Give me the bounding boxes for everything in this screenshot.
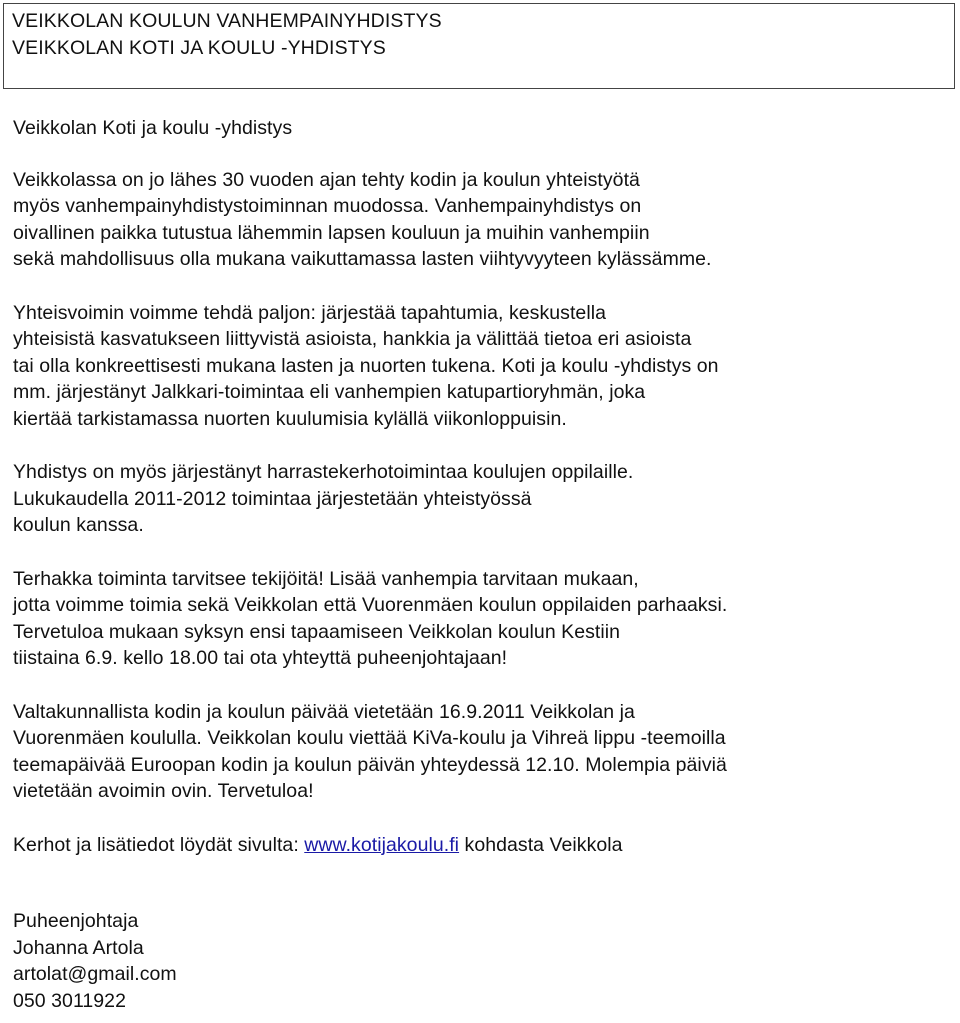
paragraph-line: Valtakunnallista kodin ja koulun päivää vietetään 16.9.2011 Veikkolan ja (13, 700, 635, 723)
kotijakoulu-link[interactable]: www.kotijakoulu.fi (304, 833, 460, 856)
info-line (13, 832, 953, 859)
paragraph-line: tai olla konkreettisesti mukana lasten ja nuorten tukena. Koti ja koulu -yhdistys on (13, 354, 719, 377)
info-line-text (13, 832, 953, 859)
paragraph-line: jotta voimme toimia sekä Veikkolan että Vuorenmäen koulun oppilaiden parhaaksi. (13, 594, 728, 616)
info-prefix: Kerhot ja lisätiedot löydät sivulta: (13, 833, 305, 856)
paragraph-line: mm. järjestänyt Jalkkari-toimintaa eli vanhempien katupartioryhmän, joka (13, 381, 646, 403)
paragraph-line: Vuorenmäen koululla. Veikkolan koulu viettää KiVa-koulu ja Vihreä lippu -teemoilla (13, 727, 726, 749)
document-body (13, 115, 953, 1014)
header-title-line-1: VEIKKOLAN KOULUN VANHEMPAINYHDISTYS (12, 10, 442, 32)
paragraph-clubs (13, 459, 953, 539)
paragraph-school-day (13, 699, 953, 805)
contact-name: Johanna Artola (13, 936, 144, 959)
paragraph-activities (13, 300, 953, 433)
paragraph-line: teemapäivää Euroopan kodin ja koulun päivän yhteydessä 12.10. Molempia päiviä (13, 753, 727, 776)
header-title-line-2: VEIKKOLAN KOTI JA KOULU -YHDISTYS (12, 37, 386, 59)
subtitle (13, 115, 953, 142)
paragraph-line: kiertää tarkistamassa nuorten kuulumisia kylällä viikonloppuisin. (13, 407, 567, 430)
info-suffix: kohdasta Veikkola (459, 833, 623, 856)
paragraph-line: myös vanhempainyhdistystoiminnan muodossa. Vanhempainyhdistys on (13, 195, 642, 217)
paragraph-line: Veikkolassa on jo lähes 30 vuoden ajan tehty kodin ja koulun yhteistyötä (13, 168, 640, 191)
contact-email: artolat@gmail.com (13, 963, 177, 985)
contact-phone: 050 3011922 (13, 989, 126, 1012)
document-header-box (3, 3, 955, 89)
paragraph-line: yhteisistä kasvatukseen liittyvistä asioista, hankkia ja välittää tietoa eri asioista (13, 328, 692, 350)
paragraph-line: Yhteisvoimin voimme tehdä paljon: järjestää tapahtumia, keskustella (13, 301, 606, 324)
paragraph-volunteers (13, 566, 953, 672)
paragraph-line: oivallinen paikka tutustua lähemmin lapsen kouluun ja muihin vanhempiin (13, 221, 650, 244)
contact-role: Puheenjohtaja (13, 910, 139, 932)
paragraph-line: sekä mahdollisuus olla mukana vaikuttamassa lasten viihtyvyyteen kylässämme. (13, 248, 712, 270)
subtitle-text: Veikkolan Koti ja koulu -yhdistys (13, 117, 293, 139)
paragraph-line: Tervetuloa mukaan syksyn ensi tapaamiseen Veikkolan koulun Kestiin (13, 620, 621, 643)
contact-block (13, 908, 953, 1014)
paragraph-line: vietetään avoimin ovin. Tervetuloa! (13, 780, 314, 802)
paragraph-line: Terhakka toiminta tarvitsee tekijöitä! Lisää vanhempia tarvitaan mukaan, (13, 567, 639, 590)
paragraph-line: Lukukaudella 2011-2012 toimintaa järjestetään yhteistyössä (13, 487, 532, 510)
paragraph-line: tiistaina 6.9. kello 18.00 tai ota yhteyttä puheenjohtajaan! (13, 647, 508, 669)
paragraph-line: Yhdistys on myös järjestänyt harrastekerhotoimintaa koulujen oppilaille. (13, 461, 634, 483)
paragraph-history (13, 167, 953, 273)
paragraph-line: koulun kanssa. (13, 514, 144, 536)
